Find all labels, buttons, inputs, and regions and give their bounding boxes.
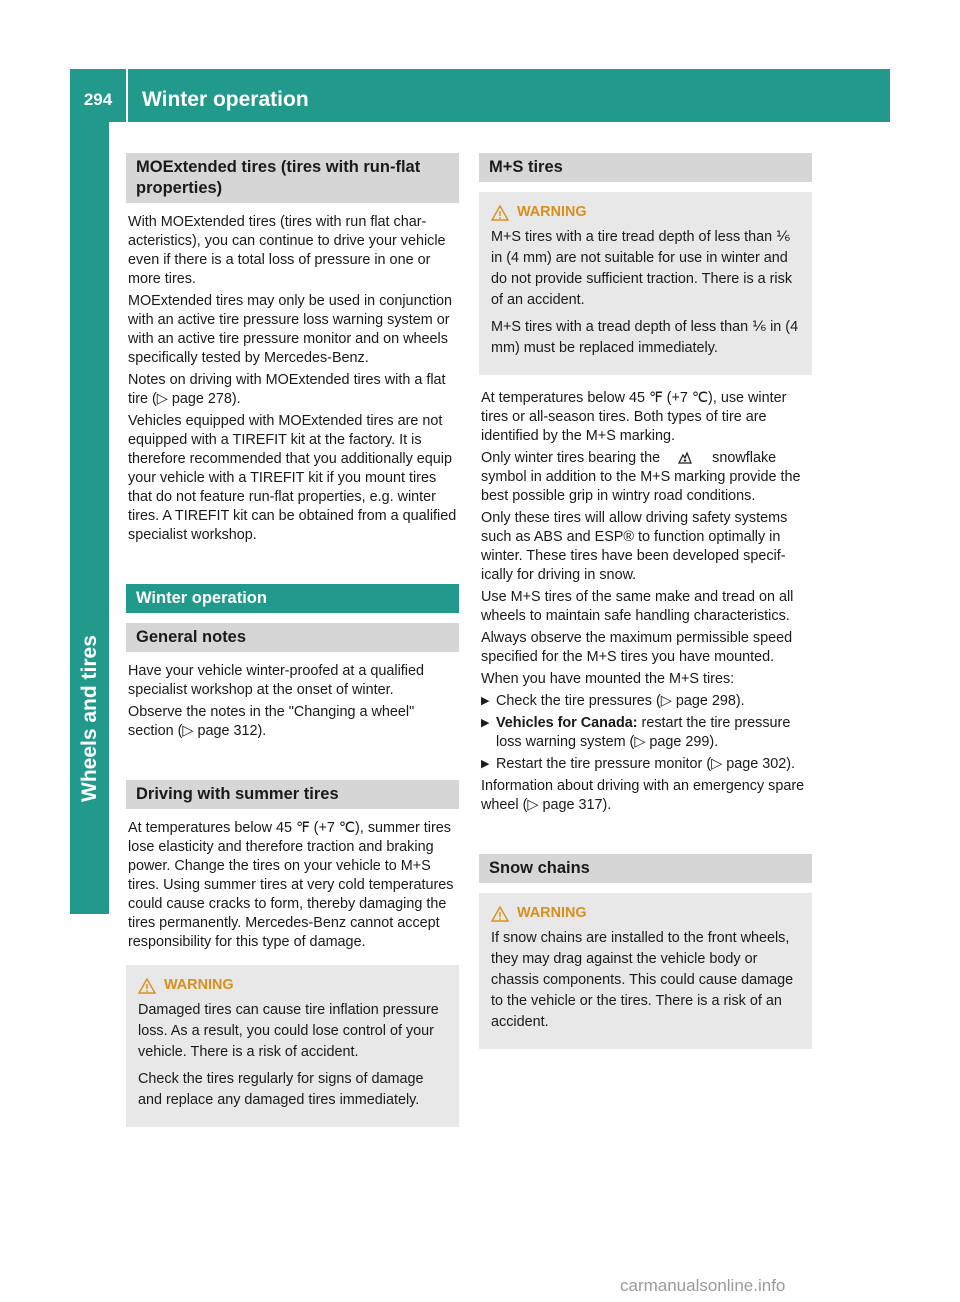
warning-label: WARNING bbox=[517, 905, 587, 921]
page-number: 294 bbox=[83, 90, 113, 109]
paragraph: At temperatures below 45 ℉ (+7 ℃), use winter tires or all-season tires. Both types of tire are identified by the M+S marking. bbox=[481, 390, 787, 444]
section-heading-winter-operation: Winter operation bbox=[126, 584, 459, 613]
paragraph: Use M+S tires of the same make and tread on all wheels to maintain safe handling characteristics. bbox=[481, 589, 794, 624]
warning-title bbox=[138, 975, 451, 996]
warning-label: WARNING bbox=[517, 204, 587, 220]
warning-title bbox=[491, 202, 804, 223]
list-item-text: Check the tire pressures (▷ page 298). bbox=[496, 693, 745, 709]
header-divider bbox=[126, 69, 128, 122]
warning-box bbox=[479, 192, 812, 375]
paragraph: Always observe the maximum permissible speed specified for the M+S tires you have mounted. bbox=[481, 630, 793, 665]
section-heading-snow-chains: Snow chains bbox=[479, 854, 812, 883]
warning-text: If snow chains are installed to the front wheels, they may drag against the vehicle body or chassis components. This could cause damage to the vehicle or the tires. There is a risk of an accident. bbox=[491, 930, 794, 1030]
paragraph: Vehicles equipped with MOExtended tires are not equipped with a TIREFIT kit at the factory. It is therefore recommended that you additionally equip your vehicle with a TIREFIT kit if you mount tires that do not feature run-flat properties, e.g. winter tires. A TIREFIT kit can be obtained from a qualified specialist workshop. bbox=[128, 413, 457, 543]
paragraph-part: snowflake symbol in addition to the M+S marking provide the best possible grip in wintry road conditions. bbox=[481, 450, 801, 504]
spacer bbox=[126, 955, 459, 965]
warning-label: WARNING bbox=[164, 977, 234, 993]
list-item[interactable] bbox=[481, 755, 812, 774]
section-heading-summer-tires: Driving with summer tires bbox=[126, 780, 459, 809]
list-item-text bbox=[496, 714, 812, 752]
warning-triangle-icon bbox=[138, 978, 156, 994]
paragraph: MOExtended tires may only be used in conjunction with an active tire pressure loss warning system or with an active tire pressure monitor and on wheels specifically tested by Mercedes-Benz. bbox=[128, 293, 452, 366]
warning-text: Damaged tires can cause tire inflation pressure loss. As a result, you could lose control of your vehicle. There is a risk of accident. bbox=[138, 1002, 439, 1060]
section-heading-ms-tires: M+S tires bbox=[479, 153, 812, 182]
paragraph-part: Only winter tires bearing the bbox=[481, 450, 661, 466]
side-tab bbox=[70, 122, 109, 914]
list-item[interactable] bbox=[481, 692, 812, 711]
list-item-rest: restart the tire pressure loss warning system (▷ page 299). bbox=[496, 715, 791, 750]
warning-box bbox=[126, 965, 459, 1127]
list-item-bold: Vehicles for Canada: bbox=[496, 715, 638, 731]
warning-triangle-icon bbox=[491, 205, 509, 221]
spacer bbox=[126, 548, 459, 584]
paragraph[interactable]: Observe the notes in the "Changing a wheel" section (▷ page 312). bbox=[128, 704, 415, 739]
paragraph[interactable]: Information about driving with an emergency spare wheel (▷ page 317). bbox=[481, 778, 805, 813]
warning-text: Check the tires regularly for signs of damage and replace any damaged tires immediately. bbox=[138, 1071, 424, 1108]
paragraph[interactable]: Notes on driving with MOExtended tires with a flat tire (▷ page 278). bbox=[128, 372, 446, 407]
warning-title bbox=[491, 903, 804, 924]
page-title: Winter operation bbox=[142, 88, 309, 111]
paragraph: Only these tires will allow driving safety systems such as ABS and ESP® to function optimally in winter. These tires have been developed specifically for driving in snow. bbox=[481, 510, 788, 583]
paragraph: With MOExtended tires (tires with run flat characteristics), you can continue to drive your vehicle even if there is a total loss of pressure in one or more tires. bbox=[128, 214, 446, 287]
warning-text: M+S tires with a tread depth of less than ⅙ in (4 mm) must be replaced immediately. bbox=[491, 319, 799, 356]
spacer bbox=[126, 744, 459, 780]
arrow-bullet-icon: ▶ bbox=[481, 758, 490, 770]
snowflake-mountain-icon bbox=[678, 450, 692, 464]
section-heading-moextended: MOExtended tires (tires with run-flat properties) bbox=[126, 153, 459, 203]
left-column bbox=[126, 153, 459, 1141]
side-tab-label: Wheels and tires bbox=[78, 635, 101, 802]
paragraph bbox=[481, 449, 812, 506]
watermark: carmanualsonline.info bbox=[620, 1276, 786, 1295]
arrow-bullet-icon: ▶ bbox=[481, 717, 490, 729]
warning-text: M+S tires with a tire tread depth of less than ⅙ in (4 mm) are not suitable for use in winter and do not provide sufficient traction. There is a risk of an accident. bbox=[491, 229, 793, 308]
list-item-text: Restart the tire pressure monitor (▷ page 302). bbox=[496, 756, 796, 772]
paragraph: When you have mounted the M+S tires: bbox=[481, 671, 735, 687]
warning-triangle-icon bbox=[491, 906, 509, 922]
spacer bbox=[479, 818, 812, 854]
list-item[interactable] bbox=[481, 714, 812, 752]
right-column bbox=[479, 153, 812, 1063]
paragraph: At temperatures below 45 ℉ (+7 ℃), summer tires lose elasticity and therefore traction and braking power. Change the tires on your vehicle to M+S tires. Using summer tires at very cold temperatures could cause cracks to form, thereby damaging the tires permanently. Mercedes-Benz cannot accept responsibility for this type of damage. bbox=[128, 820, 454, 950]
warning-box bbox=[479, 893, 812, 1049]
section-heading-general-notes: General notes bbox=[126, 623, 459, 652]
arrow-bullet-icon: ▶ bbox=[481, 695, 490, 707]
paragraph: Have your vehicle winter-proofed at a qualified specialist workshop at the onset of winter. bbox=[128, 663, 424, 698]
